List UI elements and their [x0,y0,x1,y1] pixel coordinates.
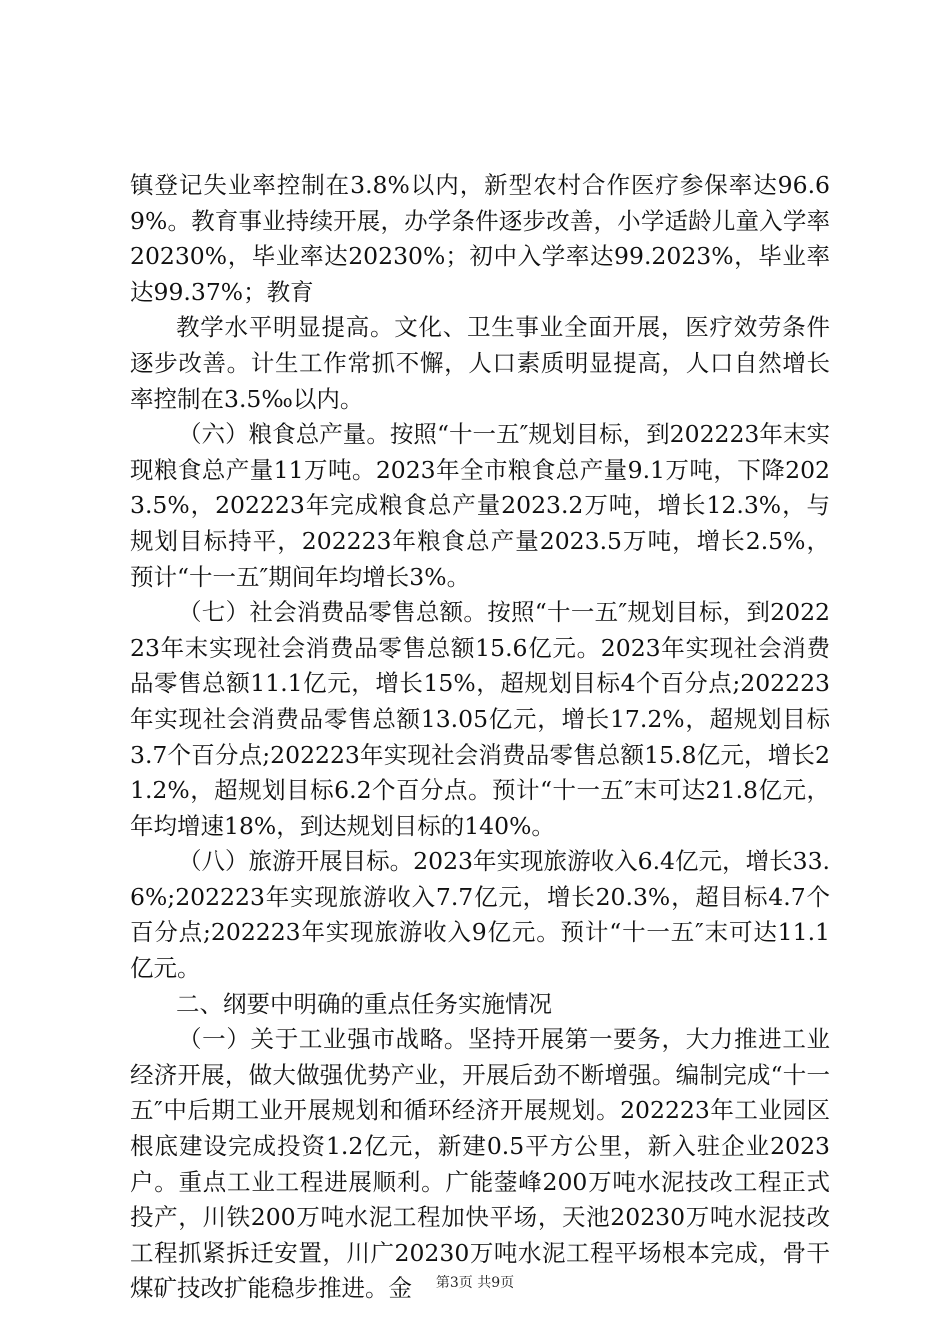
paragraph-grain-output: （六）粮食总产量。按照“十一五″规划目标，到202223年末实现粮食总产量11万吨。2023年全市粮食总产量9.1万吨，下降2023.5%，202223年完成粮食总产量2023.2万吨，增长12.3%，与规划目标持平，202223年粮食总产量2023.5万吨，增长2.5%，预计“十一五″期间年均增长3%。 [130,420,830,591]
paragraph-tourism: （八）旅游开展目标。2023年实现旅游收入6.4亿元，增长33.6%;202223年实现旅游收入7.7亿元，增长20.3%，超目标4.7个百分点;202223年实现旅游收入9亿元。预计“十一五″末可达11.1亿元。 [130,847,830,983]
section-heading-key-tasks: 二、纲要中明确的重点任务实施情况 [176,989,552,1018]
page-number-footer: 第3页 共9页 [435,1275,515,1291]
document-body [130,168,830,1307]
paragraph-retail-sales: （七）社会消费品零售总额。按照“十一五″规划目标，到202223年末实现社会消费品零售总额15.6亿元。2023年实现社会消费品零售总额11.1亿元，增长15%，超规划目标4个百分点;202223年实现社会消费品零售总额13.05亿元，增长17.2%，超规划目标3.7个百分点;202223年实现社会消费品零售总额15.8亿元，增长21.2%，超规划目标6.2个百分点。预计“十一五″末可达21.8亿元，年均增速18%，到达规划目标的140%。 [130,598,830,840]
paragraph-industry-strategy: （一）关于工业强市战略。坚持开展第一要务，大力推进工业经济开展，做大做强优势产业，开展后劲不断增强。编制完成“十一五″中后期工业开展规划和循环经济开展规划。202223年工业园区根底建设完成投资1.2亿元，新建0.5平方公里，新入驻企业2023户。重点工业工程进展顺利。广能蓥峰200万吨水泥技改工程正式投产，川铁200万吨水泥工程加快平场，天池20230万吨水泥技改工程抓紧拆迁安置，川广20230万吨水泥工程平场根本完成，骨干煤矿技改扩能稳步推进。金 [130,1025,830,1303]
paragraph-education-stats: 镇登记失业率控制在3.8%以内，新型农村合作医疗参保率达96.69%。教育事业持续开展，办学条件逐步改善，小学适龄儿童入学率20230%，毕业率达20230%；初中入学率达99.2023%，毕业率达99.37%；教育 [130,171,830,306]
paragraph-culture-health: 教学水平明显提高。文化、卫生事业全面开展，医疗效劳条件逐步改善。计生工作常抓不懈，人口素质明显提高，人口自然增长率控制在3.5‰以内。 [130,313,830,413]
